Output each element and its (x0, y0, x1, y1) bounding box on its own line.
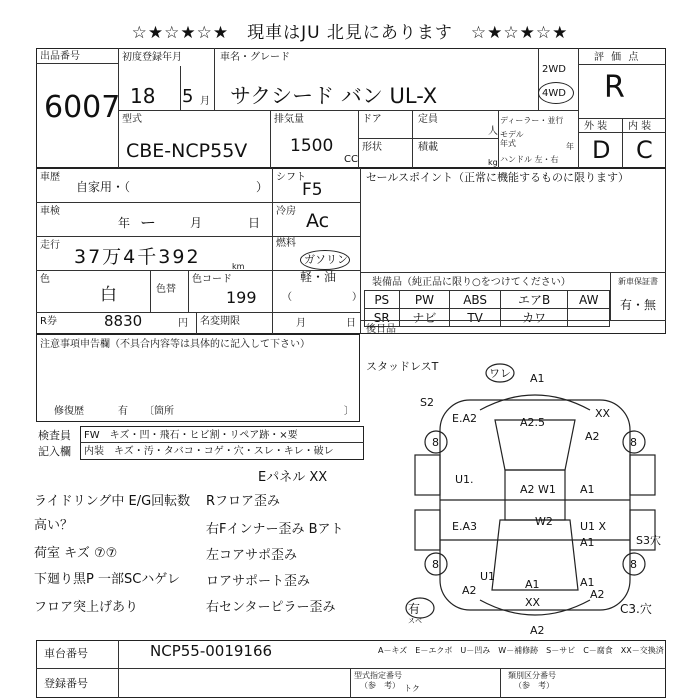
inspector-row-1: FW キズ・凹・飛石・ヒビ割・リペア跡・×要 (84, 430, 298, 441)
equipment-item: カワ (500, 309, 568, 327)
model-grade-label: 車名・グレード (220, 52, 290, 63)
color-value: 白 (100, 285, 117, 305)
first-registration-label: 初度登録年月 (122, 52, 182, 63)
recycle-label: R券 (40, 316, 57, 327)
load-label: 積載 (418, 142, 438, 153)
diagram-mark: A1 (580, 483, 595, 496)
equipment-table (364, 290, 610, 327)
drive-2wd: 2WD (542, 64, 566, 75)
diagram-mark: ワレ (489, 367, 511, 380)
fuel-diesel: 軽・油 (300, 270, 337, 284)
equipment-item: ABS (450, 291, 501, 309)
repair-history-value: 有 (118, 406, 128, 417)
car-damage-diagram (400, 360, 670, 640)
exterior-score: D (592, 136, 611, 164)
score-value: R (604, 70, 625, 105)
diagram-mark: A2 (530, 624, 545, 637)
diagram-mark: A2.5 (520, 416, 546, 429)
diagram-mark: U1 (480, 570, 496, 583)
diagram-mark: A2 (590, 588, 605, 601)
exterior-label: 外 装 (584, 121, 608, 132)
sube-note: スベ (408, 617, 422, 625)
diagram-mark: 8 (432, 436, 439, 449)
note-right-4: ロアサポート歪み (206, 574, 311, 589)
type-label: 型式 (122, 114, 142, 125)
shift-value: F5 (302, 180, 323, 200)
color-change-label: 色替 (156, 284, 176, 295)
diagram-mark: A1 (580, 536, 595, 549)
door-label: ドア (362, 114, 382, 125)
type-designation-label: 型式指定番号 (354, 671, 402, 680)
inspector-row-2: 内装 キズ・汚・タバコ・コゲ・穴・スレ・キレ・破レ (84, 446, 334, 457)
warranty-value: 有・無 (620, 298, 657, 312)
chassis-label: 車台番号 (44, 647, 88, 660)
fuel-label: 燃料 (276, 238, 296, 249)
diagram-mark: S2 (420, 396, 434, 409)
fuel-gasoline: ガソリン (304, 253, 348, 266)
diagram-mark: E.A3 (452, 520, 477, 533)
color-label: 色 (40, 274, 50, 285)
recycle-value: 8830 (104, 312, 143, 330)
equipment-item: PS (365, 291, 400, 309)
note-left-4: 下廻り黒P 一部SCハゲレ (34, 572, 181, 587)
diagram-mark: U1. (455, 473, 474, 486)
note-right-1: Rフロア歪み (206, 494, 281, 509)
cooler-label: 冷房 (276, 206, 296, 217)
capacity-label: 定員 (418, 114, 438, 125)
damage-legend: A－キズ E－エクボ U－凹み W－補修跡 S－サビ C－腐食 XX－交換済 (378, 646, 664, 655)
equipment-item: TV (450, 309, 501, 327)
equipment-item: PW (399, 291, 450, 309)
equipment-label: 装備品（純正品に限り○をつけてください） (372, 277, 571, 288)
drive-4wd-circle (538, 82, 574, 104)
notes-label: 注意事項申告欄（不具合内容等は具体的に記入して下さい） (40, 339, 310, 350)
lot-number: 6007 (44, 90, 121, 125)
type-value: CBE-NCP55V (126, 140, 248, 162)
sales-points-label: セールスポイント（正常に機能するものに限ります） (366, 171, 630, 184)
history-value: 自家用・（ (76, 180, 131, 194)
studless-note: スタッドレスT (366, 360, 439, 373)
note-left-1: ライドリング中 E/G回転数 (34, 494, 191, 509)
equipment-item: エアB (500, 291, 568, 309)
displacement-label: 排気量 (274, 114, 304, 125)
diagram-mark: 8 (630, 558, 637, 571)
diagram-mark: A2 W1 (520, 483, 556, 496)
diagram-mark: A2 (585, 430, 600, 443)
note-left-3: 荷室 キズ ⑦⑦ (34, 546, 118, 561)
diagram-mark: XX (595, 407, 611, 420)
diagram-mark: E.A2 (452, 412, 477, 425)
cooler-value: Ac (306, 210, 330, 232)
shape-label: 形状 (362, 142, 382, 153)
displacement: 1500 (290, 136, 334, 156)
diagram-mark: 8 (630, 436, 637, 449)
diagram-mark: A1 (530, 372, 545, 385)
diagram-mark: A1 (525, 578, 540, 591)
first-registration-month: 5 (182, 86, 194, 107)
interior-label: 内 装 (628, 121, 652, 132)
model-year-label: モデル 年式 (500, 130, 524, 148)
note-right-5: 右センターピラー歪み (206, 600, 336, 615)
equipment-item: SR (365, 309, 400, 327)
color-code-value: 199 (226, 288, 257, 307)
chassis-number: NCP55-0019166 (150, 642, 273, 660)
equipment-item (568, 309, 610, 327)
diagram-mark: A1 (580, 576, 595, 589)
entry-label: 記入欄 (38, 445, 71, 458)
inspector-label: 検査員 (38, 429, 71, 442)
name-change-label: 名変期限 (200, 316, 240, 327)
dealer-label: ディーラー・並行 (500, 116, 564, 125)
mileage-value: 37万4千392 (74, 246, 201, 268)
repair-history-label: 修復歴 (54, 406, 84, 417)
equipment-item: AW (568, 291, 610, 309)
score-label: 評 価 点 (594, 52, 641, 63)
diagram-mark: U1 X (580, 520, 607, 533)
shift-label: シフト (276, 172, 306, 183)
drive-4wd: 4WD (542, 88, 566, 99)
note-left-2: 高い？ (34, 518, 74, 533)
fuel-gasoline-circle (300, 250, 350, 270)
diagram-mark: A2 (462, 584, 477, 597)
ari-note: 有 (408, 602, 421, 616)
first-registration-year: 18 (130, 84, 156, 108)
class-number-label: 類別区分番号 (508, 671, 556, 680)
interior-score: C (636, 136, 653, 164)
note-right-2: 右Fインナー歪み Bアト (206, 522, 344, 537)
later-items-label: 後日品 (366, 324, 396, 335)
equipment-item: ナビ (399, 309, 450, 327)
shaken-label: 車検 (40, 206, 60, 217)
registration-label: 登録番号 (44, 677, 88, 690)
note-left-5: フロア突上げあり (34, 600, 139, 615)
diagram-mark: 8 (432, 558, 439, 571)
c3-hole-note: C3.穴 (620, 602, 652, 616)
warranty-label: 新車保証書 (618, 277, 658, 286)
diagram-mark: W2 (535, 515, 553, 528)
s3-hole-note: S3穴 (636, 534, 661, 547)
mileage-label: 走行 (40, 240, 60, 251)
page-title: ☆★☆★☆★ 現車はJU 北見にあります ☆★☆★☆★ (131, 23, 569, 43)
color-code-label: 色コード (192, 274, 232, 285)
diagram-mark: XX (525, 596, 541, 609)
note-right-3: 左コアサポ歪み (206, 548, 298, 563)
model-grade: サクシード バン UL-X (230, 84, 438, 108)
lot-number-label: 出品番号 (40, 51, 80, 62)
history-label: 車歴 (40, 172, 60, 183)
epanel-note: Eパネル XX (258, 470, 328, 485)
handle-label: ハンドル 左・右 (500, 155, 559, 164)
